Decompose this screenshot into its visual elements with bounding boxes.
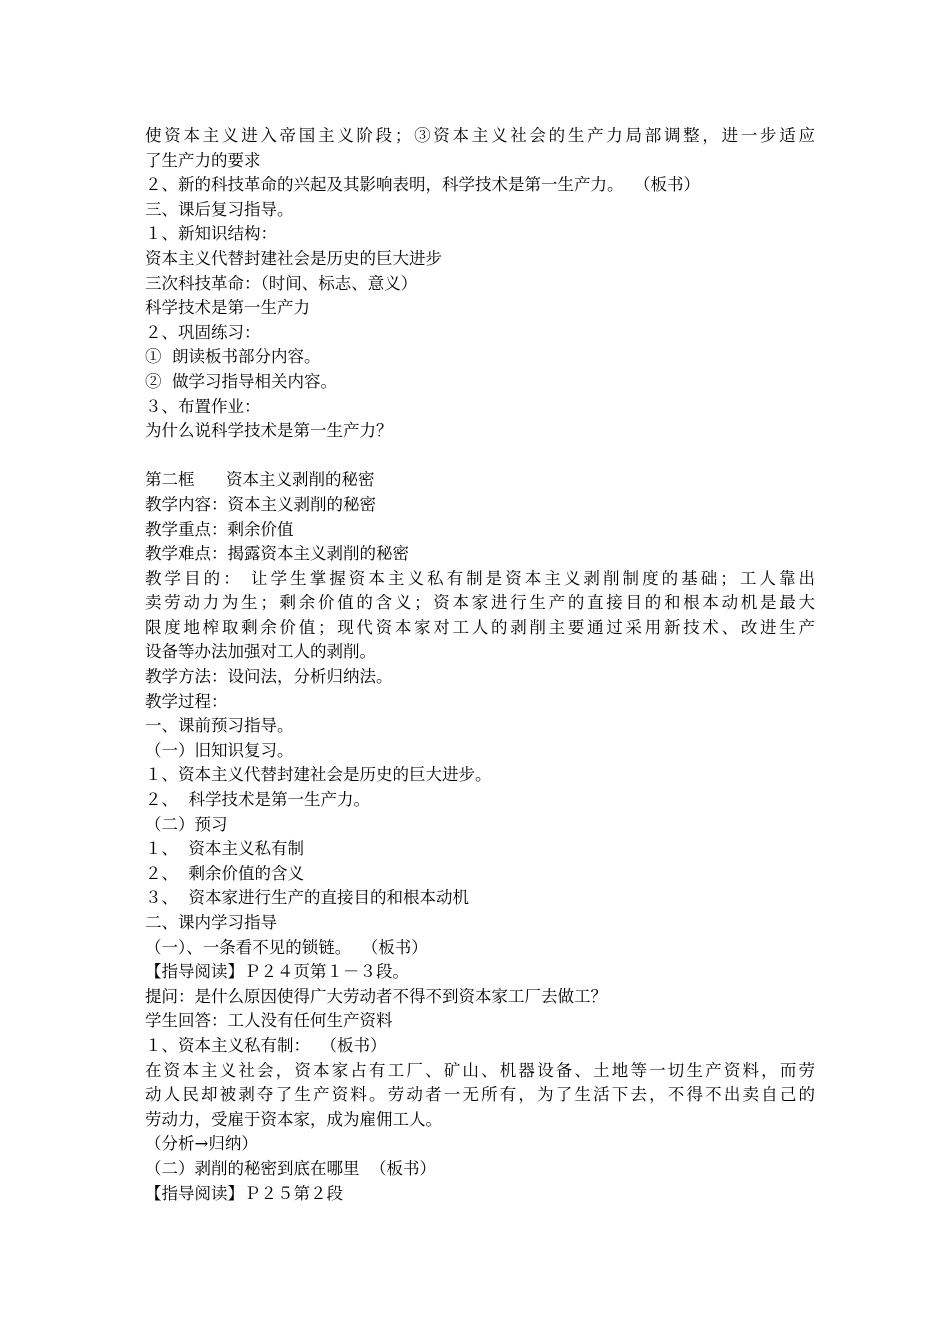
text-line: ２、巩固练习：	[145, 322, 261, 342]
blank-line	[145, 444, 815, 469]
text-line: （二）预习	[145, 814, 228, 834]
text-line: 科学技术是第一生产力	[145, 298, 310, 318]
document-page	[145, 124, 815, 1206]
text-line: 在资本主义社会，资本家占有工厂、矿山、机器设备、土地等一切生产资料，而劳	[145, 1060, 815, 1080]
text-line: 教学重点：剩余价值	[145, 519, 294, 539]
text-line: 【指导阅读】Ｐ２４页第１－３段。	[145, 962, 409, 982]
text-line: （一）、一条看不见的锁链。 （板书）	[145, 937, 428, 957]
text-line: ２、新的科技革命的兴起及其影响表明，科学技术是第一生产力。 （板书）	[145, 175, 700, 195]
text-line: 教学目的： 让学生掌握资本主义私有制是资本主义剥削制度的基础；工人靠出	[145, 568, 815, 588]
text-line: 限度地榨取剩余价值；现代资本家对工人的剥削主要通过采用新技术、改进生产	[145, 617, 815, 637]
text-line: 了生产力的要求	[145, 150, 261, 170]
section-title: 第二框 资本主义剥削的秘密	[145, 470, 375, 490]
text-line: 资本主义代替封建社会是历史的巨大进步	[145, 248, 442, 268]
text-line: 提问：是什么原因使得广大劳动者不得不到资本家工厂去做工？	[145, 986, 607, 1006]
text-line: 教学难点：揭露资本主义剥削的秘密	[145, 544, 409, 564]
text-line: 学生回答：工人没有任何生产资料	[145, 1011, 393, 1031]
text-line: （一）旧知识复习。	[145, 740, 294, 760]
text-line: 设备等办法加强对工人的剥削。	[145, 642, 376, 662]
text-line: 三次科技革命：（时间、标志、意义）	[145, 273, 418, 293]
text-line: 教学过程：	[145, 691, 228, 711]
text-line: 【指导阅读】Ｐ２５第２段	[145, 1183, 343, 1203]
section-heading: 三、课后复习指导。	[145, 199, 294, 219]
text-line: １、新知识结构：	[145, 224, 277, 244]
text-line: 教学方法：设问法，分析归纳法。	[145, 667, 393, 687]
text-line: 为什么说科学技术是第一生产力？	[145, 421, 393, 441]
list-item: ３、 资本家进行生产的直接目的和根本动机	[145, 888, 469, 908]
text-line: 卖劳动力为生；剩余价值的含义；资本家进行生产的直接目的和根本动机是最大	[145, 593, 815, 613]
text-line: ３、布置作业：	[145, 396, 261, 416]
text-line: （分析→归纳）	[145, 1134, 258, 1154]
list-item: １、 资本主义私有制	[145, 839, 304, 859]
list-item: ２、 剩余价值的含义	[145, 863, 304, 883]
section-heading: 二、课内学习指导	[145, 913, 277, 932]
text-line: １、资本主义私有制： （板书）	[145, 1035, 387, 1055]
section-heading: 一、课前预习指导。	[145, 716, 294, 736]
list-item: ２、 科学技术是第一生产力。	[145, 790, 370, 810]
list-item: １、资本主义代替封建社会是历史的巨大进步。	[145, 765, 492, 785]
list-item: ② 做学习指导相关内容。	[145, 371, 337, 391]
text-line: （二）剥削的秘密到底在哪里 （板书）	[145, 1158, 436, 1178]
text-line: 使资本主义进入帝国主义阶段；③资本主义社会的生产力局部调整，进一步适应	[145, 126, 815, 145]
text-line: 动人民却被剥夺了生产资料。劳动者一无所有，为了生活下去，不得不出卖自己的	[145, 1085, 815, 1105]
text-line: 劳动力，受雇于资本家，成为雇佣工人。	[145, 1109, 442, 1129]
text-line: 教学内容：资本主义剥削的秘密	[145, 494, 376, 514]
list-item: ① 朗读板书部分内容。	[145, 347, 321, 367]
